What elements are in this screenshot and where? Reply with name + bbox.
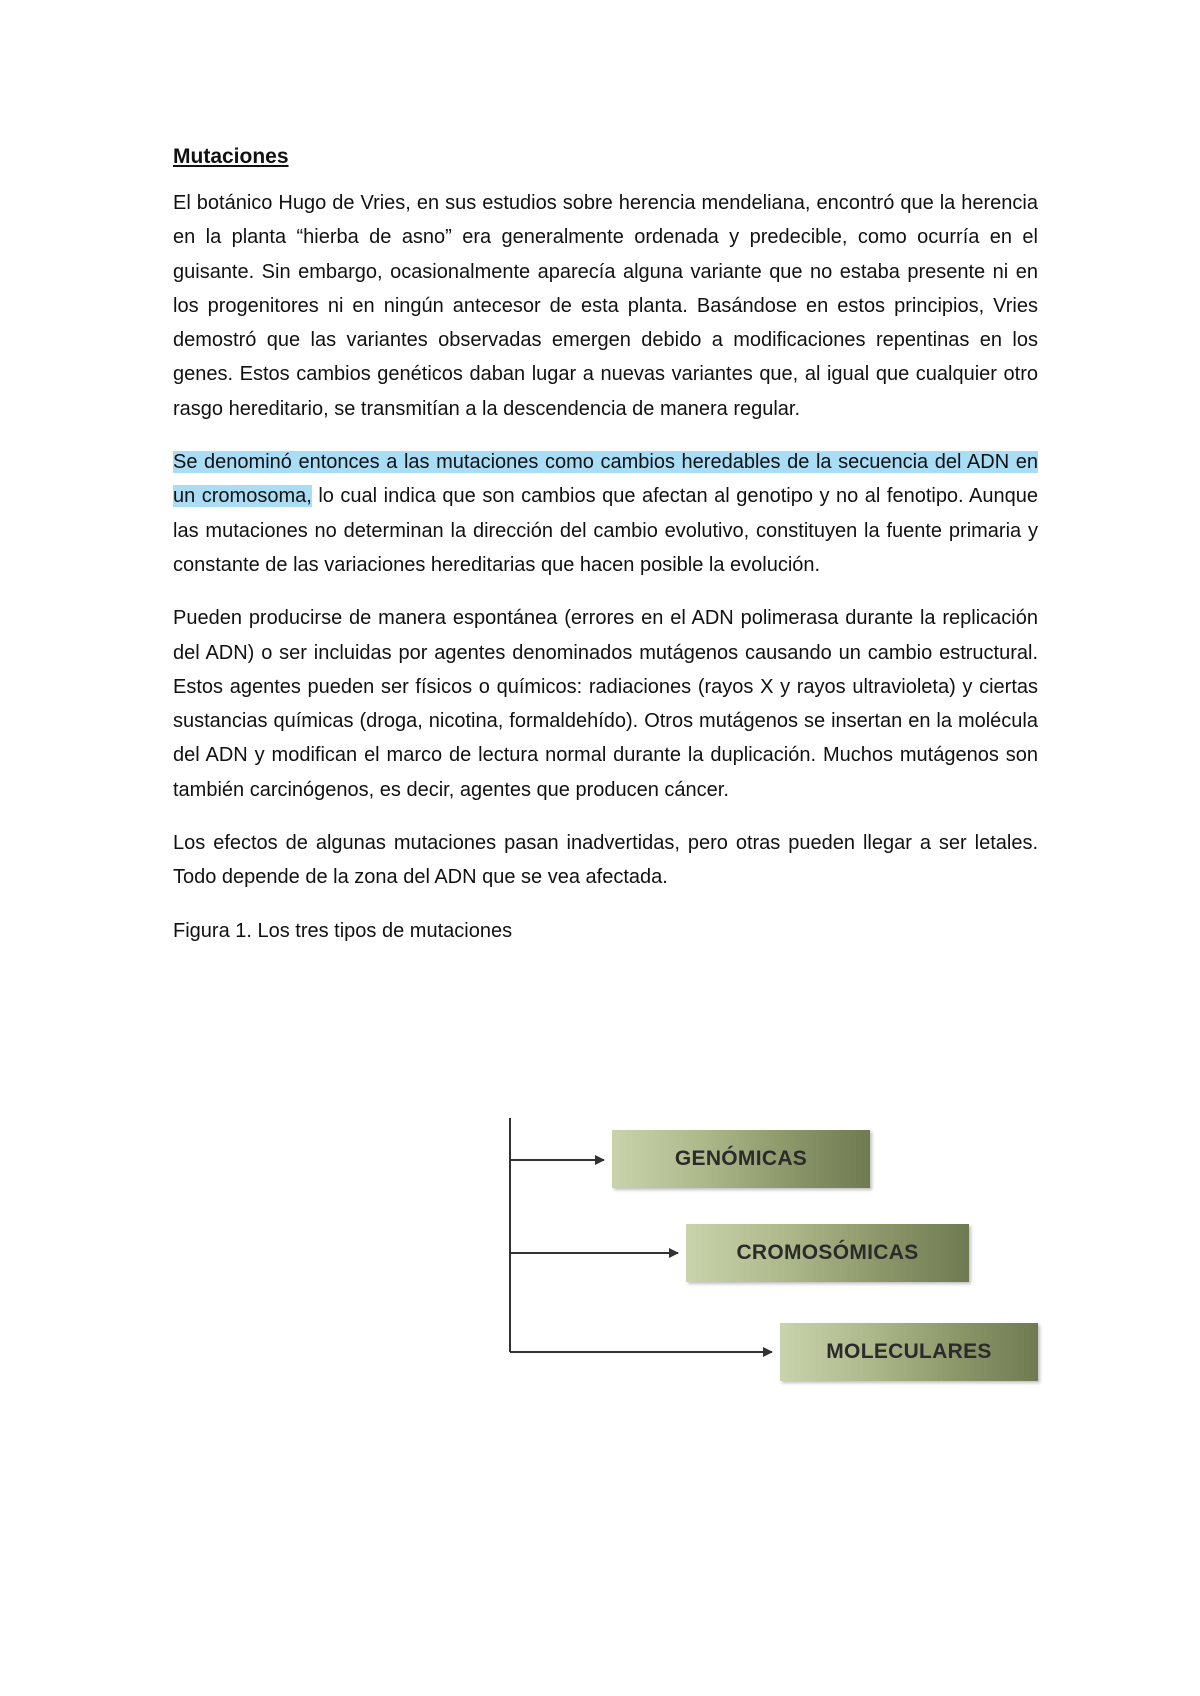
paragraph-4: Los efectos de algunas mutaciones pasan inadvertidas, pero otras pueden llegar a ser letales. Todo depende de la zona del ADN que se vea afectada.	[173, 832, 1038, 889]
document-title: Mutaciones	[173, 145, 289, 168]
box-genomicas	[612, 1130, 870, 1188]
box-cromosomicas-label: CROMOSÓMICAS	[736, 1241, 919, 1264]
box-genomicas-label: GENÓMICAS	[674, 1147, 808, 1170]
paragraph-2-text: lo cual indica que son cambios que afectan al genotipo y no al fenotipo. Aunque las mutaciones no determinan la dirección del cambio evolutivo, constituyen la fuente primaria y constante de las variaciones hereditarias que hacen posible la evolución.	[173, 485, 1038, 576]
box-moleculares-label: MOLECULARES	[826, 1340, 992, 1363]
paragraph-2	[173, 445, 1038, 582]
mutation-types-diagram	[500, 1118, 1060, 1388]
box-moleculares	[780, 1323, 1038, 1381]
figure-caption: Figura 1. Los tres tipos de mutaciones	[173, 919, 513, 942]
box-cromosomicas	[686, 1224, 969, 1282]
paragraph-3: Pueden producirse de manera espontánea (errores en el ADN polimerasa durante la replicación del ADN) o ser incluidas por agentes denominados mutágenos causando un cambio estructural. Estos agentes pueden ser físicos o químicos: radiaciones (rayos X y rayos ultravioleta) y ciertas sustancias químicas (droga, nicotina, formaldehído). Otros mutágenos se insertan en la molécula del ADN y modifican el marco de lectura normal durante la duplicación. Muchos mutágenos son también carcinógenos, es decir, agentes que producen cáncer.	[173, 607, 1038, 801]
highlighted-text[interactable]: Se denominó entonces a las mutaciones como cambios heredables de la secuencia del ADN en un cromosoma,	[173, 451, 1038, 508]
paragraph-1: El botánico Hugo de Vries, en sus estudios sobre herencia mendeliana, encontró que la herencia en la planta “hierba de asno” era generalmente ordenada y predecible, como ocurría en el guisante. Sin embargo, ocasionalmente aparecía alguna variante que no estaba presente ni en los progenitores ni en ningún antecesor de esta planta. Basándose en estos principios, Vries demostró que las variantes observadas emergen debido a modificaciones repentinas en los genes. Estos cambios genéticos daban lugar a nuevas variantes que, al igual que cualquier otro rasgo hereditario, se transmitían a la descendencia de manera regular.	[173, 192, 1038, 420]
document-page	[173, 140, 1038, 948]
